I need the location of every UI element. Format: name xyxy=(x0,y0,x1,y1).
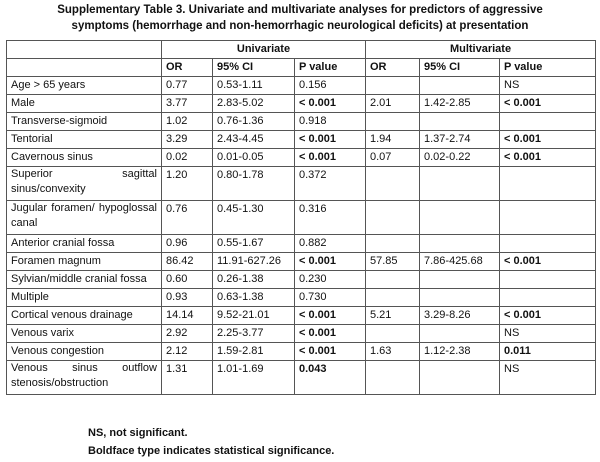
uni-or-cell: 0.60 xyxy=(162,271,213,289)
variable-cell: Foramen magnum xyxy=(7,253,162,271)
uni-or-cell: 0.02 xyxy=(162,149,213,167)
uni-or-cell: 0.93 xyxy=(162,289,213,307)
table-row xyxy=(7,95,596,113)
multi-ci-cell xyxy=(420,361,500,395)
variable-cell: Venous congestion xyxy=(7,343,162,361)
variable-cell: Cortical venous drainage xyxy=(7,307,162,325)
variable-cell: Male xyxy=(7,95,162,113)
uni-p-cell: 0.156 xyxy=(295,77,366,95)
uni-p-cell: < 0.001 xyxy=(295,325,366,343)
uni-or-header: OR xyxy=(162,59,213,77)
table-row xyxy=(7,271,596,289)
multi-or-cell xyxy=(366,113,420,131)
note-ns: NS, not significant. xyxy=(88,427,188,439)
column-header-row xyxy=(7,59,596,77)
uni-ci-cell: 0.63-1.38 xyxy=(213,289,295,307)
uni-ci-cell: 9.52-21.01 xyxy=(213,307,295,325)
multi-or-cell xyxy=(366,167,420,201)
multi-or-cell: 1.94 xyxy=(366,131,420,149)
multi-ci-cell: 1.42-2.85 xyxy=(420,95,500,113)
uni-p-cell: < 0.001 xyxy=(295,307,366,325)
variable-cell: Cavernous sinus xyxy=(7,149,162,167)
uni-or-cell: 1.20 xyxy=(162,167,213,201)
multi-ci-cell xyxy=(420,113,500,131)
corner-cell xyxy=(7,41,162,59)
uni-p-cell: 0.882 xyxy=(295,235,366,253)
uni-p-header: P value xyxy=(295,59,366,77)
multi-ci-cell: 1.37-2.74 xyxy=(420,131,500,149)
multivariate-header: Multivariate xyxy=(366,41,596,59)
multi-ci-cell xyxy=(420,201,500,235)
title-line-2: symptoms (hemorrhage and non-hemorrhagic neurological deficits) at presentation xyxy=(71,20,529,32)
uni-or-cell: 1.02 xyxy=(162,113,213,131)
multi-or-cell: 5.21 xyxy=(366,307,420,325)
uni-ci-cell: 2.83-5.02 xyxy=(213,95,295,113)
table-title xyxy=(0,2,600,34)
uni-p-cell: 0.730 xyxy=(295,289,366,307)
uni-ci-cell: 1.59-2.81 xyxy=(213,343,295,361)
variable-cell: Anterior cranial fossa xyxy=(7,235,162,253)
multi-or-cell xyxy=(366,235,420,253)
multi-p-cell: < 0.001 xyxy=(500,307,596,325)
multi-p-cell: 0.011 xyxy=(500,343,596,361)
table-row xyxy=(7,307,596,325)
uni-ci-cell: 0.80-1.78 xyxy=(213,167,295,201)
multi-or-cell xyxy=(366,289,420,307)
uni-ci-cell: 0.26-1.38 xyxy=(213,271,295,289)
multi-ci-cell: 7.86-425.68 xyxy=(420,253,500,271)
uni-ci-cell: 0.55-1.67 xyxy=(213,235,295,253)
multi-ci-header: 95% CI xyxy=(420,59,500,77)
multi-or-cell xyxy=(366,271,420,289)
uni-p-cell: < 0.001 xyxy=(295,149,366,167)
multi-p-cell xyxy=(500,235,596,253)
uni-ci-cell: 0.01-0.05 xyxy=(213,149,295,167)
uni-p-cell: 0.230 xyxy=(295,271,366,289)
multi-or-cell: 57.85 xyxy=(366,253,420,271)
multi-ci-cell: 0.02-0.22 xyxy=(420,149,500,167)
uni-ci-cell: 2.25-3.77 xyxy=(213,325,295,343)
multi-p-cell: NS xyxy=(500,361,596,395)
multi-or-cell: 0.07 xyxy=(366,149,420,167)
multi-ci-cell xyxy=(420,289,500,307)
uni-or-cell: 86.42 xyxy=(162,253,213,271)
multi-or-cell xyxy=(366,201,420,235)
multi-ci-cell xyxy=(420,235,500,253)
table-row xyxy=(7,113,596,131)
table-row xyxy=(7,325,596,343)
table-row xyxy=(7,131,596,149)
multi-or-cell xyxy=(366,325,420,343)
uni-or-cell: 0.96 xyxy=(162,235,213,253)
multi-p-cell xyxy=(500,289,596,307)
multi-or-cell: 1.63 xyxy=(366,343,420,361)
table-row xyxy=(7,235,596,253)
uni-p-cell: < 0.001 xyxy=(295,131,366,149)
multi-or-cell: 2.01 xyxy=(366,95,420,113)
multi-p-cell xyxy=(500,113,596,131)
uni-or-cell: 3.29 xyxy=(162,131,213,149)
multi-p-cell: < 0.001 xyxy=(500,95,596,113)
table-notes xyxy=(88,424,334,460)
uni-p-cell: < 0.001 xyxy=(295,95,366,113)
multi-p-cell xyxy=(500,271,596,289)
uni-or-cell: 0.77 xyxy=(162,77,213,95)
uni-ci-cell: 11.91-627.26 xyxy=(213,253,295,271)
multi-ci-cell xyxy=(420,271,500,289)
variable-cell: Sylvian/middle cranial fossa xyxy=(7,271,162,289)
table-row xyxy=(7,361,596,395)
multi-ci-cell: 3.29-8.26 xyxy=(420,307,500,325)
multi-ci-cell xyxy=(420,167,500,201)
uni-or-cell: 2.92 xyxy=(162,325,213,343)
table-row xyxy=(7,201,596,235)
multi-p-cell: < 0.001 xyxy=(500,131,596,149)
uni-ci-cell: 1.01-1.69 xyxy=(213,361,295,395)
univariate-header: Univariate xyxy=(162,41,366,59)
uni-p-cell: 0.372 xyxy=(295,167,366,201)
variable-cell: Venous sinus outflow stenosis/obstruction xyxy=(7,361,162,395)
multi-p-header: P value xyxy=(500,59,596,77)
uni-p-cell: 0.918 xyxy=(295,113,366,131)
group-header-row xyxy=(7,41,596,59)
multi-ci-cell xyxy=(420,77,500,95)
variable-header xyxy=(7,59,162,77)
uni-or-cell: 1.31 xyxy=(162,361,213,395)
multi-p-cell: < 0.001 xyxy=(500,253,596,271)
table-row xyxy=(7,167,596,201)
uni-or-cell: 0.76 xyxy=(162,201,213,235)
uni-ci-cell: 0.45-1.30 xyxy=(213,201,295,235)
uni-or-cell: 3.77 xyxy=(162,95,213,113)
multi-ci-cell xyxy=(420,325,500,343)
uni-p-cell: < 0.001 xyxy=(295,253,366,271)
uni-ci-header: 95% CI xyxy=(213,59,295,77)
variable-cell: Age > 65 years xyxy=(7,77,162,95)
multi-p-cell: NS xyxy=(500,77,596,95)
uni-or-cell: 14.14 xyxy=(162,307,213,325)
results-table xyxy=(6,40,596,395)
table-row xyxy=(7,343,596,361)
variable-cell: Venous varix xyxy=(7,325,162,343)
uni-p-cell: < 0.001 xyxy=(295,343,366,361)
multi-p-cell xyxy=(500,167,596,201)
multi-or-cell xyxy=(366,77,420,95)
multi-p-cell: < 0.001 xyxy=(500,149,596,167)
table-row xyxy=(7,253,596,271)
uni-p-cell: 0.043 xyxy=(295,361,366,395)
table-row xyxy=(7,289,596,307)
variable-cell: Superior sagittal sinus/convexity xyxy=(7,167,162,201)
uni-ci-cell: 2.43-4.45 xyxy=(213,131,295,149)
variable-cell: Jugular foramen/ hypoglossal canal xyxy=(7,201,162,235)
multi-p-cell: NS xyxy=(500,325,596,343)
multi-p-cell xyxy=(500,201,596,235)
uni-or-cell: 2.12 xyxy=(162,343,213,361)
variable-cell: Multiple xyxy=(7,289,162,307)
multi-ci-cell: 1.12-2.38 xyxy=(420,343,500,361)
variable-cell: Tentorial xyxy=(7,131,162,149)
uni-ci-cell: 0.53-1.11 xyxy=(213,77,295,95)
table-row xyxy=(7,77,596,95)
multi-or-header: OR xyxy=(366,59,420,77)
table-row xyxy=(7,149,596,167)
uni-ci-cell: 0.76-1.36 xyxy=(213,113,295,131)
variable-cell: Transverse-sigmoid xyxy=(7,113,162,131)
uni-p-cell: 0.316 xyxy=(295,201,366,235)
note-boldface: Boldface type indicates statistical significance. xyxy=(88,445,335,457)
title-line-1: Supplementary Table 3. Univariate and multivariate analyses for predictors of aggressive xyxy=(57,4,543,16)
multi-or-cell xyxy=(366,361,420,395)
